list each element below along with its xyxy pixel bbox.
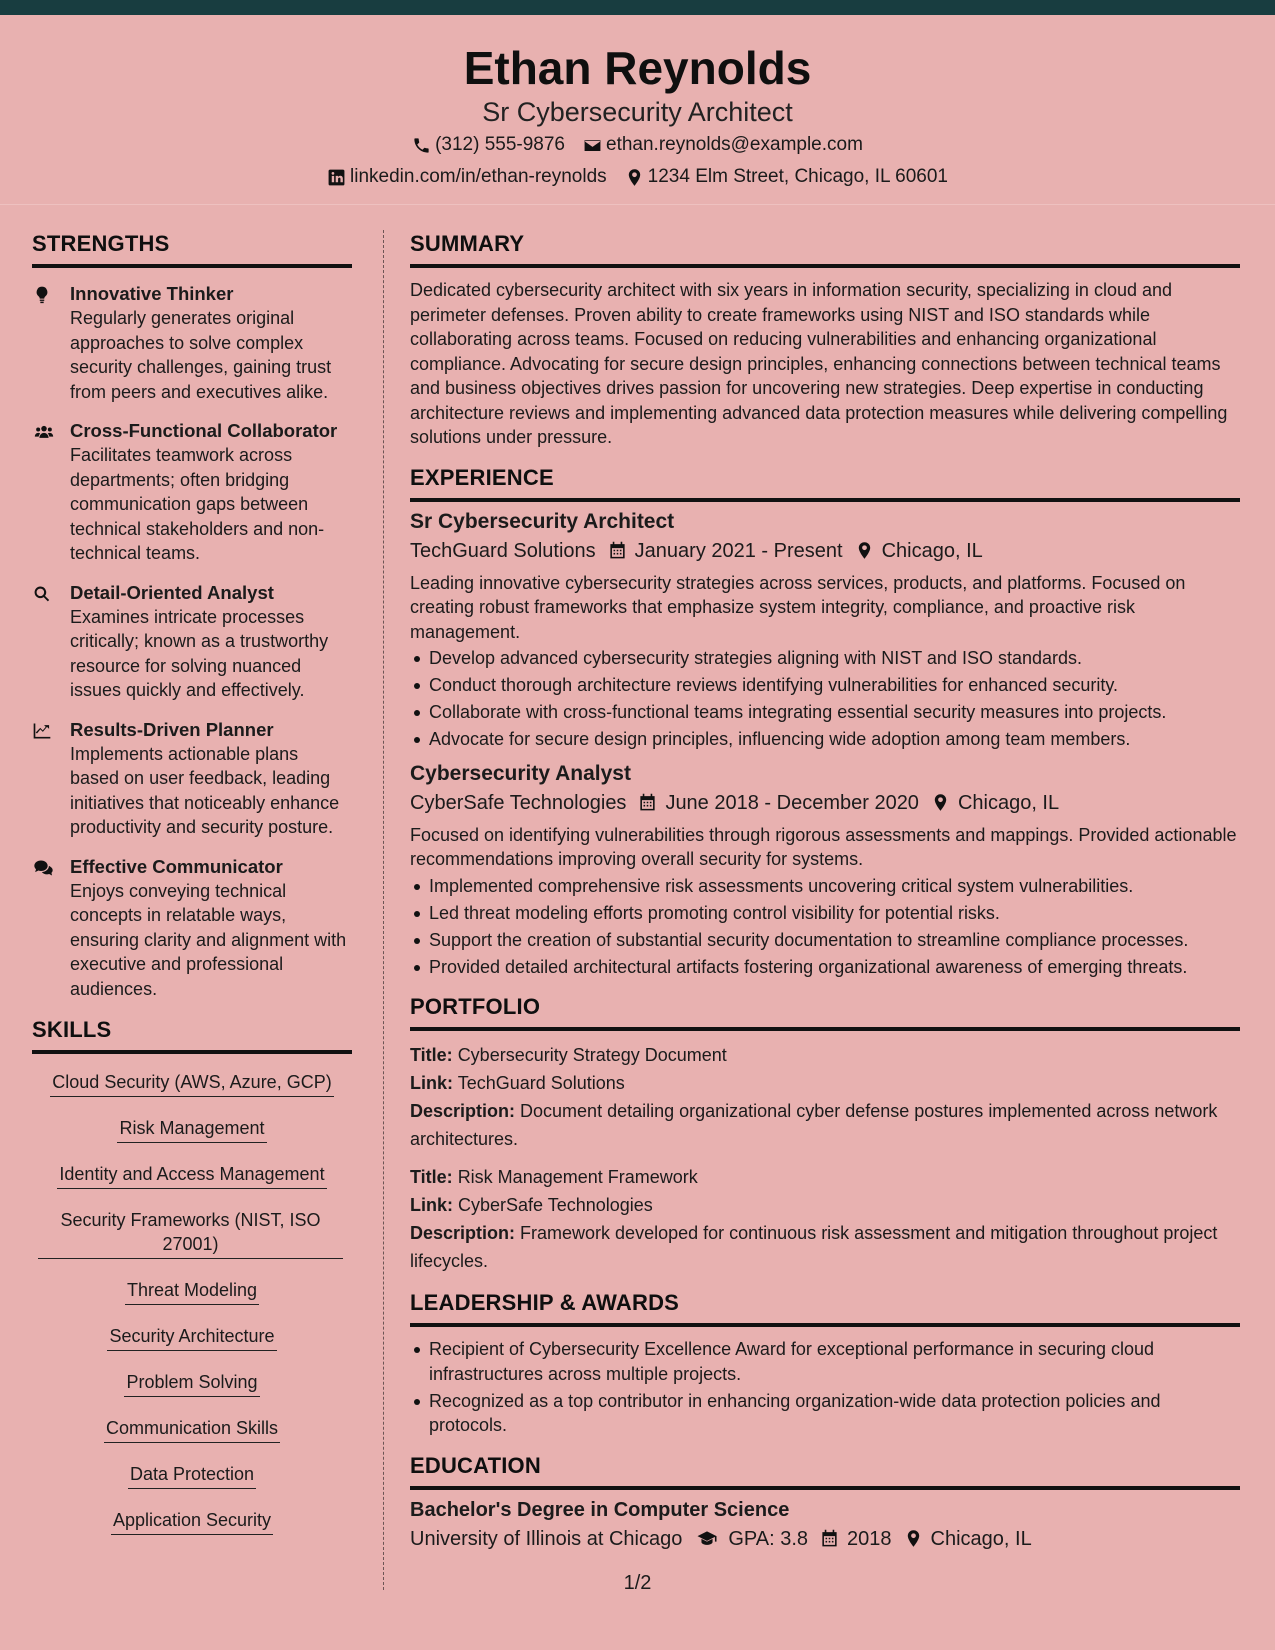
portfolio-link-label: Link: <box>410 1073 453 1093</box>
job-meta <box>410 788 1240 818</box>
right-column <box>410 230 1240 1559</box>
strength-title: Results-Driven Planner <box>70 718 274 740</box>
resume-body <box>0 230 1275 1590</box>
portfolio-description: Framework developed for continuous risk assessment and mitigation throughout project lifecycles. <box>410 1223 1218 1271</box>
job-bullet: Conduct thorough architecture reviews identifying vulnerabilities for enhanced security. <box>410 673 1240 698</box>
job-bullet: Support the creation of substantial security documentation to streamline compliance processes. <box>410 928 1240 953</box>
education-degree: Bachelor's Degree in Computer Science <box>410 1498 790 1521</box>
strength-item <box>32 282 352 404</box>
job-title: Sr Cybersecurity Architect <box>410 509 675 533</box>
skill-item: Data Protection <box>128 1462 256 1489</box>
leadership-item: Recognized as a top contributor in enhancing organization-wide data protection policies and protocols. <box>410 1389 1240 1438</box>
top-bar <box>0 0 1275 15</box>
phone-icon <box>412 136 431 155</box>
skill-item: Security Frameworks (NIST, ISO 27001) <box>38 1208 343 1259</box>
summary-heading: SUMMARY <box>410 230 1240 268</box>
envelope-icon <box>583 136 602 155</box>
job-description: Leading innovative cybersecurity strategies across services, products, and platforms. Focused on creating robust frameworks that emphasize system integrity, compliance, and proactive risk management. <box>410 572 1186 642</box>
job-dates: June 2018 - December 2020 <box>665 791 919 814</box>
portfolio-title: Risk Management Framework <box>457 1167 698 1187</box>
portfolio-link-label: Link: <box>410 1195 453 1215</box>
strength-desc: Enjoys conveying technical concepts in relatable ways, ensuring clarity and alignment with executive and professional audiences. <box>70 880 347 999</box>
experience-heading: EXPERIENCE <box>410 464 1240 502</box>
skill-item: Identity and Access Management <box>57 1162 326 1189</box>
job-bullet: Provided detailed architectural artifacts fostering organizational awareness of emerging threats. <box>410 955 1240 980</box>
calendar-icon <box>608 541 627 560</box>
summary-text: Dedicated cybersecurity architect with six years in information security, specializing in cloud and perimeter defenses. Proven ability to create frameworks using NIST and ISO standards while collaborating across teams. Focused on reducing vulnerabilities and enhancing organizational compliance. Advocating for secure design principles, enhancing connections between technical teams and business objectives drives passion for uncovering new strategies. Deep expertise in conducting architecture reviews and implementing advanced data protection measures while delivering compelling solutions under pressure. <box>410 280 1228 447</box>
job-entry <box>410 508 1240 752</box>
map-marker-icon <box>625 168 644 187</box>
strength-desc: Facilitates teamwork across departments; often bridging communication gaps between technical stakeholders and non-technical teams. <box>70 445 325 563</box>
strength-title: Innovative Thinker <box>70 283 234 304</box>
page-number: 1/2 <box>623 1572 652 1594</box>
job-bullet: Develop advanced cybersecurity strategies aligning with NIST and ISO standards. <box>410 646 1240 671</box>
calendar-icon <box>820 1529 839 1548</box>
portfolio-description-label: Description: <box>410 1101 516 1121</box>
linkedin-icon <box>327 168 346 187</box>
leadership-list <box>410 1337 1240 1438</box>
address-text: 1234 Elm Street, Chicago, IL 60601 <box>647 166 948 187</box>
column-divider <box>383 230 384 1590</box>
skill-item: Application Security <box>111 1508 273 1535</box>
linkedin-contact[interactable] <box>327 161 607 193</box>
portfolio-title-label: Title: <box>410 1045 453 1065</box>
job-location: Chicago, IL <box>957 791 1060 814</box>
job-location: Chicago, IL <box>881 539 983 562</box>
phone-text: (312) 555-9876 <box>435 134 565 155</box>
job-entry <box>410 760 1240 980</box>
skills-heading: SKILLS <box>32 1016 352 1054</box>
strength-item <box>32 581 352 703</box>
education-gpa: GPA: 3.8 <box>728 1527 809 1550</box>
portfolio-link[interactable]: CyberSafe Technologies <box>458 1195 653 1215</box>
strength-item <box>32 718 352 840</box>
calendar-icon <box>638 793 657 812</box>
search-icon <box>32 584 52 604</box>
portfolio-link[interactable]: TechGuard Solutions <box>457 1073 625 1093</box>
strength-title: Detail-Oriented Analyst <box>70 581 274 603</box>
skill-item: Risk Management <box>117 1116 266 1143</box>
skill-item: Security Architecture <box>107 1324 276 1351</box>
email-text[interactable]: ethan.reynolds@example.com <box>606 134 863 155</box>
strengths-heading: STRENGTHS <box>32 230 352 268</box>
strength-title: Cross-Functional Collaborator <box>70 420 338 441</box>
job-meta <box>410 536 1240 566</box>
candidate-title: Sr Cybersecurity Architect <box>482 97 793 127</box>
lightbulb-icon <box>32 285 52 305</box>
leadership-item: Recipient of Cybersecurity Excellence Award for exceptional performance in securing cloud infrastructures across multiple projects. <box>410 1337 1240 1386</box>
job-company: TechGuard Solutions <box>410 539 596 562</box>
job-bullets <box>410 874 1240 980</box>
portfolio-description-label: Description: <box>410 1223 516 1243</box>
skill-item: Cloud Security (AWS, Azure, GCP) <box>50 1070 333 1097</box>
strength-desc: Regularly generates original approaches to solve complex security challenges, gaining trust from peers and executives alike. <box>70 308 332 402</box>
linkedin-text[interactable]: linkedin.com/in/ethan-reynolds <box>350 166 607 187</box>
portfolio-item <box>410 1041 1240 1153</box>
map-marker-icon <box>931 793 950 812</box>
job-description: Focused on identifying vulnerabilities through rigorous assessments and mappings. Provided actionable recommendations improving overall security for systems. <box>410 824 1237 869</box>
skill-item: Threat Modeling <box>125 1278 259 1305</box>
candidate-name: Ethan Reynolds <box>463 42 812 94</box>
address-contact <box>625 161 948 193</box>
strength-item <box>32 419 352 566</box>
strength-desc: Examines intricate processes critically; known as a trustworthy resource for solving nuanced issues quickly and effectively. <box>70 606 329 700</box>
education-school: University of Illinois at Chicago <box>410 1527 683 1550</box>
contact-line-2 <box>0 161 1275 193</box>
skill-item: Problem Solving <box>124 1370 259 1397</box>
portfolio-description: Document detailing organizational cyber defense postures implemented across network architectures. <box>410 1101 1218 1149</box>
leadership-heading: LEADERSHIP & AWARDS <box>410 1289 1240 1327</box>
left-column <box>32 230 352 1554</box>
email-contact[interactable] <box>583 129 863 161</box>
strength-item <box>32 855 352 1002</box>
strength-title: Effective Communicator <box>70 855 283 877</box>
graduation-cap-icon <box>694 1529 720 1548</box>
map-marker-icon <box>855 541 874 560</box>
users-icon <box>32 422 56 442</box>
job-company: CyberSafe Technologies <box>410 791 627 814</box>
portfolio-title-label: Title: <box>410 1167 453 1187</box>
education-location: Chicago, IL <box>930 1527 1032 1550</box>
job-title: Cybersecurity Analyst <box>410 761 631 785</box>
contact-line-1 <box>0 129 1275 161</box>
portfolio-item <box>410 1163 1240 1275</box>
education-year: 2018 <box>847 1527 892 1550</box>
job-bullet: Advocate for secure design principles, influencing wide adoption among team members. <box>410 727 1240 752</box>
portfolio-heading: PORTFOLIO <box>410 993 1240 1031</box>
job-bullets <box>410 646 1240 752</box>
job-bullet: Led threat modeling efforts promoting control visibility for potential risks. <box>410 901 1240 926</box>
phone-contact <box>412 129 565 161</box>
job-dates: January 2021 - Present <box>634 539 843 562</box>
resume-header <box>0 15 1275 205</box>
job-bullet: Collaborate with cross-functional teams integrating essential security measures into projects. <box>410 700 1240 725</box>
skills-list <box>32 1070 352 1554</box>
skill-item: Communication Skills <box>104 1416 280 1443</box>
education-heading: EDUCATION <box>410 1452 1240 1490</box>
job-bullet: Implemented comprehensive risk assessments uncovering critical system vulnerabilities. <box>410 874 1240 899</box>
map-marker-icon <box>904 1529 923 1548</box>
education-meta <box>410 1524 1240 1554</box>
strength-desc: Implements actionable plans based on user feedback, leading initiatives that noticeably enhance productivity and security posture. <box>70 743 340 837</box>
portfolio-title: Cybersecurity Strategy Document <box>457 1045 727 1065</box>
chart-line-icon <box>32 721 52 741</box>
comments-icon <box>32 858 55 878</box>
